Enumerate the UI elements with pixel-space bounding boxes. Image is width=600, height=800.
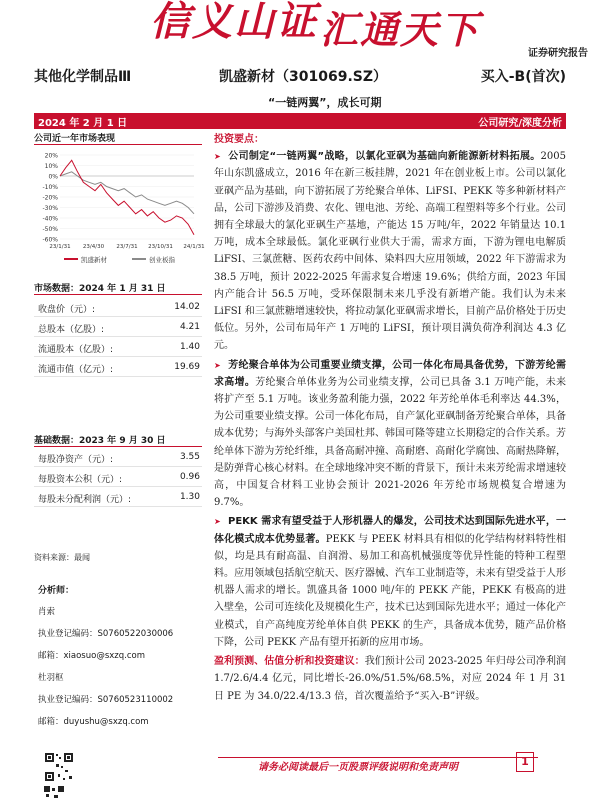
basic-data-title: 基础数据：2023 年 9 月 30 日 [34,433,202,447]
data-row-label: 流通市值（亿元）: [38,365,114,375]
data-row [34,489,202,507]
series-line [60,160,194,235]
highlight-paragraph-3 [214,513,566,651]
x-tick-label: 23/7/31 [116,244,138,250]
forecast-lead: 盈利预测、估值分析和投资建议： [214,656,365,668]
bullet-icon: ➤ [214,152,221,162]
analyst-email[interactable]: 邮箱：duyushu@sxzq.com [38,717,149,727]
data-row-value: 4.21 [179,322,200,332]
analyst-name: 杜羽枢 [38,673,64,683]
y-tick-label: -10% [42,184,58,191]
analyst-cert: 执业登记编码：S0760522030006 [38,629,174,639]
data-row-label: 每股未分配利润（元）: [38,495,132,505]
main-content [214,131,566,751]
data-row [34,469,202,487]
data-row-value: 3.55 [179,452,200,462]
analyst-title: 分析师： [38,586,75,596]
legend-label: 创业板指 [149,256,175,264]
highlight-lead: 芳纶聚合单体为公司重要业绩支撑，公司一体化布局具备优势，下游芳纶需求高增。 [214,359,566,388]
data-row [34,359,202,377]
highlight-body: 芳纶聚合单体业务为公司业绩支撑，公司已具备 3.1 万吨产能，未来将扩产至 5.1 万吨。该业务盈利能力强，2022 年芳纶单体毛利率达 44.3%，为公司重要业绩支撑。公司一体化布局，自产氯化亚砜制备芳纶聚合单体，具备成本优势；与海外头部客户美国杜邦、韩国可隆等建立长期稳定的合作关系。芳纶单体下游为芳纶纤维，具备高耐冲撞、高耐磨、高耐化学腐蚀、高耐热降解，是防弹背心核心材料。在全球地缘冲突不断的背景下，预计未来芳纶需求增速较高，中国复合材料工业协会预计 2021-2026 年芳纶市场规模复合增速为 9.7%。 [214,376,567,509]
highlight-body: 2005 年山东凯盛成立，2016 年在新三板挂牌，2021 年在创业板上市。公司以氯化亚砜产品为基础，向下游拓展了芳纶聚合单体、LiFSI、PEKK 等多种新材料产品，公司下游涉及消费、农化、锂电池、芳纶、高端工程塑料等多个行业。公司拥有全球最大的氯化亚砜生产基地，产能达 15 万吨/年，2022 年销量达 10.1 万吨，成本全球最低。氯化亚砜行业供大于需，需求方面，下游为锂电电解质 LiFSI、三氯蔗糖、医药农药中间体、染料四大应用领域，2022 年下游需求为 38.5 万吨，预计 2022-2025 年需求复合增速 19.6%；供给方面，2023 年国内产能合计 56.5 万吨，受环保限制未来几乎没有新增产能。我们认为未来 LiFSI 和三氯蔗糖增速较快，将拉动氯化亚砜需求增长，目前产品价格处于历史低位。另外，公司布局年产 1 万吨的 LiFSI，预计项目满负荷净利润达 4.3 亿元。 [214,151,566,352]
highlight-body: PEKK 与 PEEK 材料具有相似的化学结构材料特性相似，均是具有耐高温、自润滑、易加工和高机械强度等优异性能的特种工程塑料。应用领域包括航空航天、医疗器械、汽车工业制造等，未来有望受益于人形机器人需求的增长。凯盛具备 1000 吨/年的 PEKK 产能，PEKK 有极高的进入壁垒，公司可连续化及规模化生产，技术已达到国际先进水平；通过一体化产业模式，自产高纯度芳纶单体自供 PEKK 的生产，具备成本优势，随产品价格下降，公司 PEKK 产品有望开拓新的应用市场。 [214,533,566,648]
investment-highlights-heading: 投资要点： [214,134,264,145]
industry-label: 其他化学制品Ⅲ [34,69,132,85]
sidebar [34,131,205,761]
y-tick-label: -30% [42,205,58,212]
y-tick-label: 20% [44,152,58,160]
data-row-value: 19.69 [174,362,200,372]
y-tick-label: -50% [42,226,58,233]
data-row-value: 1.30 [179,492,200,502]
chart-svg [34,147,205,269]
highlight-lead: 公司制定“一链两翼”战略，以氯化亚砜为基础向新能源新材料拓展。 [228,151,541,163]
data-row [34,299,202,317]
x-tick-label: 24/1/31 [183,244,205,250]
y-tick-label: -60% [42,236,58,244]
rating-label: 买入-B(首次) [480,69,566,85]
market-data-title: 市场数据：2024 年 1 月 31 日 [34,281,202,295]
footer-disclaimer: 请务必阅读最后一页股票评级说明和免责声明 [258,762,458,773]
y-tick-label: -20% [42,194,58,202]
forecast-paragraph [214,653,566,705]
bullet-icon: ➤ [214,517,221,527]
qr-code-small-icon [44,786,68,800]
brand-slogan-2: 汇通天下 [320,7,481,52]
highlight-paragraph-1 [214,148,566,354]
data-row-label: 流通股本（亿股）: [38,345,114,355]
x-tick-label: 23/1/31 [49,244,71,250]
report-type: 公司研究/深度分析 [478,118,562,129]
data-row [34,339,202,357]
data-row-label: 每股净资产（元）: [38,455,114,465]
report-date: 2024 年 2 月 1 日 [38,118,128,129]
data-row-label: 每股资本公积（元）: [38,475,123,485]
data-row-label: 总股本（亿股）: [38,325,105,335]
data-row-value: 1.40 [179,342,200,352]
brand-slogan-1: 信义山证 [150,0,318,45]
bullet-icon: ➤ [214,360,221,370]
legend-label: 凯盛新材 [81,256,107,264]
chart-title: 公司近一年市场表现 [34,131,202,145]
data-source-note: 资料来源：最闻 [34,553,90,562]
page-number: 1 [516,752,534,772]
analyst-cert: 执业登记编码：S0760523110002 [38,695,174,705]
brand-logo [150,0,481,54]
date-bar [34,113,566,129]
data-row [34,449,202,467]
company-title: 凯盛新材（301069.SZ） [219,69,387,85]
qr-code-icon [44,752,74,782]
market-performance-chart [34,147,205,269]
analyst-email[interactable]: 邮箱：xiaosuo@sxzq.com [38,651,145,661]
highlight-lead: PEKK 需求有望受益于人形机器人的爆发，公司技术达到国际先进水平，一体化模式成本优势显著。 [214,516,566,545]
data-row-value: 14.02 [174,302,200,312]
data-row [34,319,202,337]
analyst-name: 肖索 [38,607,56,617]
report-subtitle: “一链两翼”，成长可期 [268,96,382,109]
report-category-label: 证券研究报告 [528,48,588,59]
y-tick-label: 0% [48,173,58,181]
title-row [34,66,566,88]
x-tick-label: 23/10/31 [148,244,173,250]
y-tick-label: -40% [42,215,58,223]
data-row-value: 0.96 [179,472,200,482]
y-tick-label: 10% [44,163,58,170]
data-row-label: 收盘价（元）: [38,305,96,315]
highlight-paragraph-2 [214,357,566,512]
x-tick-label: 23/4/30 [82,244,105,250]
forecast-body: 我们预计公司 2023-2025 年归母公司净利润 1.7/2.6/4.4 亿元，同比增长-26.0%/51.5%/68.5%，对应 2024 年 1 月 31 日 PE 为 34.0/22.4/13.3 倍，首次覆盖给予“买入-B”评级。 [214,656,567,702]
